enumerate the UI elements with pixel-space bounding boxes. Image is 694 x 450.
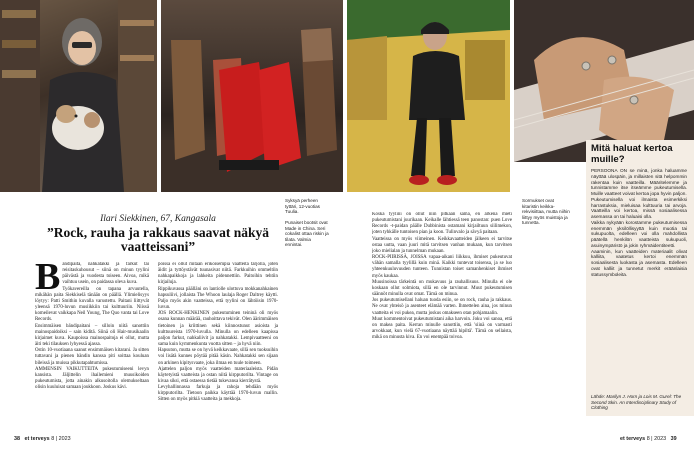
paragraph: Jos pukeutumisellani haluan tuoda esiin, se on rock, rauha ja rakkaus. Ne ovat yhteisö ja asenteet elämää varten. Ihmettelen aina, jos minun vaatteita ei voi pukea, mutta joskus omakseen otan pohjamaalin.	[372, 298, 512, 316]
paragraph: Pukeutumisella voi ilmaista esimerkiksi harrastuksia, mieluisaa kulttuuria tai arvoja. Vaatteilla voi kertoa, missä sosiaalisessa asemassa on tai haluaisi olla.	[591, 196, 687, 219]
article-column-2	[158, 262, 278, 432]
paragraph: poissa ei ollut mitään erikoisempia vaatteita tarjolla, joten äidit ja tyttöystävät tuunasivat niitä. Farkkuihin ommeltiin nahkapaikkoja ja lahkeita pidennettiin. Paitoihin tehtiin kirjailuja.	[158, 262, 278, 286]
photo-woman-with-dog-image	[0, 0, 157, 192]
paragraph: PERSOONA ON se minä, jonka haluamme näyttää ulospäin, ja millaisten sitä helpommin rakentaa kuin vaatteilla. Määritelemme ja tunnistamme itse itseämme pukeutumisella. Muille vaatteet voivat kertoa jopa hyvin paljon.	[591, 168, 687, 196]
issue-number: 8 | 2023	[646, 436, 667, 442]
magazine-name: et terveys	[620, 436, 646, 442]
paragraph: Rippikuvassa päälläni on lantiolle ulottuva mokkanahkainen hapsuliivi, jollaista The Whoon laulaja Roger Daltrey käytti. Paljo myös akin vaatteissa, että tyylini on lähtöisin 1970-luvun.	[158, 286, 278, 311]
paragraph: Ensimmäisen bändipaitani – silloin niitä sanottiin mainospaidoiksi – sain kiditä. Siinä oli Hair-musikaalin kirjaimet kuva. Kaupoissa mainospaitoja ei ollut, mutta äiti teki tilauksen lyhyessä ajassa.	[35, 323, 149, 348]
article-column-1	[35, 262, 149, 432]
paragraph: AMMENSIN VAIKUTTEITA pukeutumiseeni levyn kansista. Jäljittelin ihailemieni muusikoiden pukeutumista, jotta ainakin alkusoitolla olemukseltaan olisin kuuluisat samaan joukkoon. Joskus kävi.	[35, 366, 149, 391]
paragraph: ändipaita, nahkatakki ja farkut tai reisitaskuhousut – siinä on minun tyylini päivästä ja vuodesta toiseen. Aivoa, mikä vaihtuu usein, on paidassa oleva kuva.	[62, 262, 149, 286]
caption-rings: Sormukset ovat kitaristin keikka-rekvisiittaa, mutta niihin liittyy myös muistoja ja tunnetta.	[522, 198, 570, 226]
article-column-3	[372, 212, 512, 432]
paragraph: Koska tyylini on ollut niin pitkään sama, en arkena mieti pukeutumistani juurikaan. Keikalle lähtiessä teen panostan: puen Love Records -t-paidan päälle Dubbinista ostamani kirjailtuun siilimekon, joten tyhkälle tuntoisen pian ja koon. Tulinvalo ja sävyä paitaan.	[372, 212, 512, 236]
photo-guitar-hands	[514, 0, 694, 162]
page-number: 38	[14, 436, 20, 442]
paragraph: Ostin 10-vuotiaana saanut ensimmäisen kitarani. Ja sitten tuttavani ja pienen bändin kanssa piti soittaa kouluan bileissä ja muissa pikkutapahtumissa.	[35, 348, 149, 366]
dropcap: B	[35, 262, 61, 298]
paragraph: Ajattelen paljon myös vaatteiden materiaaleista. Pidän käytetyistä vaatteista ja ostan niitä kirpputorilta. Vintage on kivaa siksi, että ostaessa tietää tukevansa kierrätystä.	[158, 366, 278, 384]
paragraph: JOS ROCK-HENKINEN pukeutuminen teininä oli myös osana kunnan määrää, rauhoittava tekivät. Olen äärimmäisen tietoinen ja kriittinen sekä kiinnostunut asioista ja kulttuureista 1970-luvulla. Minulla on edelleen kaapissa paljon farkut, nahkaliivit ja nahkatakki. Lempivaatteeni on sama kuin kymmenkunta vuotta sitten – ja hyvä niin.	[158, 311, 278, 348]
footer-left	[14, 436, 71, 442]
photo-guitar-hands-image	[514, 0, 694, 162]
photo-boots-image	[161, 0, 343, 192]
footer-right	[620, 436, 677, 442]
caption-shoes: Syksyä perheen tyttäri, 12-vuotias Tuulia.	[285, 198, 320, 215]
page-number: 39	[670, 436, 677, 442]
sidebar-reference: Lähde: Marilyn J. Horn ja Lois M. Gurel: The Second Skin. An Interdisciplinary Study of Clothing	[591, 394, 682, 411]
photo-man-in-car-image	[347, 0, 510, 192]
magazine-name: et terveys	[24, 436, 50, 442]
paragraph: Hapsuton, mutta se on hyvä keikkavaate, sillä sen tuoksuihin voi lisätä kunnes pöytää pitää käsin. Nahkatakki sen sijaan on arkinen kipitysvaate, joka ilmaa en tuule toimeen.	[158, 348, 278, 366]
sidebar-body	[591, 168, 687, 390]
issue-number: 8 | 2023	[51, 436, 71, 442]
paragraph: Levyhallinnassa farkuja ja rahoja tehdään myös kirpputorilta. Tietoon paikka käyttää 1970-luvun mallin. Sitten on myös pitkiä vaatteita ja mekkoja.	[158, 385, 278, 403]
photo-man-in-car	[347, 0, 510, 192]
paragraph: Muut kommentoivat pukeutumistani aika harvoin. Joku voi sanoa, että on makea paita. Kerran minulle sanottiin, että 'siinä on varmasti arvokkaat, kun vielä 67-vuotiaana näyttää hipiltä'. Tämä on sellaista, mikä on minusta kiva. En voi enempää toivoa.	[372, 316, 512, 341]
photo-woman-with-dog	[0, 0, 157, 192]
paragraph: Vaatteissa on myös viimeinen. Keikkavaatteiden jälkeen ei tarvitse ostaa uutta, vaan juuri mitä tarvitsen vanhan mukaan, kun tarvitsen joko mielialan ja tunnelman mukaan.	[372, 236, 512, 254]
article-byline: Ilari Siekkinen, 67, Kangasala	[100, 214, 216, 224]
paragraph: Muusinoissa tärkeintä on mukavuus ja rauhallisuus. Minulla ei ole koskaan ollut solmiota, sillä en ole tarvinnut. Muut pukeutumisen säännöt minulla ovat omat. Tämä on minua.	[372, 279, 512, 298]
paragraph: Työkavereilla on tapana arvuutella, mikähän paita Siekkiselä tänään on päällä. Ylimielisyys löytyy: Patti Smithin kuvalla varustettu. Paitani liittyvät yleensä 1970-luvun musiikkiin tai kulttuuriin. Niissä komeilevat vaikkapa Neil Young, The Quo vanta tai Love Records.	[35, 286, 149, 323]
paragraph: Vaikka nykyään korostamme pukeutumisessa enemmän yksilöllisyyttä kuin muotia tai sukupuolta, edelleen voi olla mahdollista päätellä henkilön vaatteista sukupuoli, asuinympäristö ja jokin ryhmäidentiteetti.	[591, 219, 687, 248]
article-title: ”Rock, rauha ja rakkaus saavat näkyä vaatteissani”	[46, 225, 270, 254]
photo-boots	[161, 0, 343, 192]
caption-boots: Punaiset bootsit ovat Made in China. Seri cokalist ottaa riskin ja tilata. Valmia ennintai.	[285, 220, 329, 248]
paragraph: ROCK-PIIRISSÄ, JOISSA vapaa-aikani liikkuu, ihmiset pukeutuvat vähän samalla tyylillä kuin minä. Kaikki tuntevat toisensa, ja se luo yhteenkuuluvuuden tunteen. Tunnistan toiset samanhenkiset ihmiset myös kaukaa.	[372, 255, 512, 279]
sidebar-title: Mitä haluat kertoa muille?	[591, 143, 673, 165]
paragraph: Aaaminin, kun vaatteiden materiaalit olivat kalliita, vaatetus kertoi enemmän sosiaalisesta luokasta ja asemasta. Edelleen ovat kalliit ja tunnetut merkit eräänlaisia statussymboleita.	[591, 248, 687, 277]
